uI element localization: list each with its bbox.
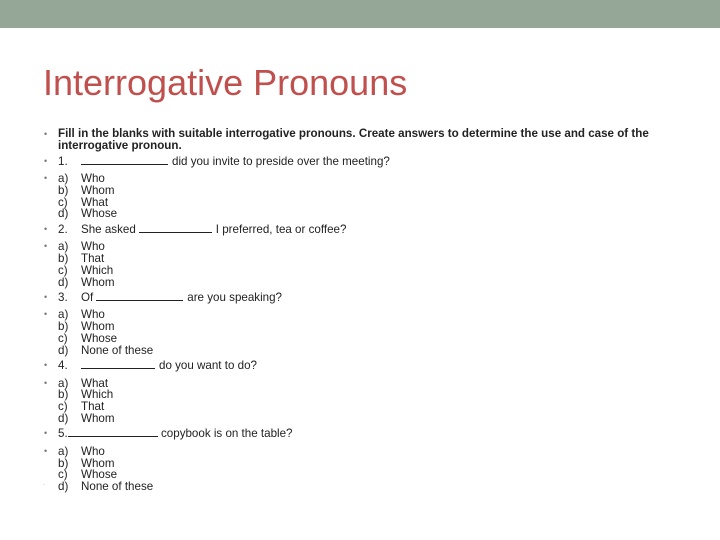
instruction-item <box>44 128 684 152</box>
question-number: 1. <box>58 154 68 168</box>
option-text: What <box>81 376 109 390</box>
question-number: 4. <box>58 359 68 373</box>
bullet-marker: • <box>44 428 48 439</box>
option-row <box>44 401 684 413</box>
option-letter: a) <box>58 308 69 322</box>
option-row <box>44 333 684 345</box>
option-text: Whose <box>81 207 118 221</box>
option-text: Whom <box>81 456 115 470</box>
option-row <box>44 389 684 401</box>
answer-blank[interactable] <box>81 157 168 165</box>
option-row <box>44 446 684 458</box>
option-letter: b) <box>58 388 69 402</box>
question-text: copybook is on the table? <box>161 427 293 441</box>
question-2 <box>44 224 684 238</box>
question-text: do you want to do? <box>159 359 257 373</box>
bullet-marker: • <box>44 155 48 166</box>
bullet-marker: • <box>44 377 48 388</box>
bullet-marker: • <box>44 173 48 183</box>
option-letter: a) <box>58 444 69 458</box>
question-4 <box>44 360 684 374</box>
option-row <box>44 277 684 289</box>
option-text: Whom <box>81 183 115 197</box>
option-text: Who <box>81 172 105 185</box>
option-row <box>44 321 684 333</box>
option-text: Whom <box>81 411 115 425</box>
bullet-marker: • <box>44 360 48 371</box>
bullet-marker: • <box>44 309 48 320</box>
option-letter: b) <box>58 320 69 334</box>
option-letter: a) <box>58 240 69 254</box>
option-row <box>44 345 684 357</box>
option-row <box>44 481 684 493</box>
option-text: That <box>81 400 105 414</box>
slide-title: Interrogative Pronouns <box>43 62 408 103</box>
option-row <box>44 208 684 220</box>
top-accent-bar <box>0 0 720 28</box>
option-row <box>44 458 684 470</box>
option-text: Whose <box>81 468 118 482</box>
option-row <box>44 173 684 185</box>
option-letter: c) <box>58 263 68 277</box>
option-text: Whom <box>81 275 115 289</box>
option-row <box>44 265 684 277</box>
bullet-marker: • <box>44 241 48 252</box>
option-text: That <box>81 251 105 265</box>
answer-blank[interactable] <box>68 429 158 437</box>
instruction-text: Fill in the blanks with suitable interrogative pronouns. Create answers to determine the use and case of the interrogative pronoun. <box>58 127 649 152</box>
option-row <box>44 253 684 265</box>
question-text: I preferred, tea or coffee? <box>215 222 347 236</box>
option-text: Whose <box>81 331 118 345</box>
question-1 <box>44 156 684 170</box>
option-letter: c) <box>58 400 68 414</box>
option-text: Which <box>81 388 114 402</box>
bullet-marker: • <box>44 223 48 234</box>
option-letter: c) <box>58 468 68 482</box>
option-row <box>44 241 684 253</box>
option-letter: a) <box>58 172 69 185</box>
question-text-before: Of <box>81 290 94 304</box>
option-row <box>44 413 684 425</box>
option-letter: d) <box>58 275 69 289</box>
answer-blank[interactable] <box>139 225 212 233</box>
question-text-before: She asked <box>81 222 136 236</box>
option-letter: a) <box>58 376 69 390</box>
question-text: are you speaking? <box>187 290 282 304</box>
option-text: Who <box>81 308 105 322</box>
option-text: Who <box>81 240 105 254</box>
question-text: did you invite to preside over the meeting? <box>172 154 390 168</box>
bullet-marker: • <box>44 445 48 456</box>
option-letter: b) <box>58 456 69 470</box>
option-row <box>44 378 684 390</box>
option-text: None of these <box>81 480 154 494</box>
option-text: Who <box>81 444 105 458</box>
option-letter: c) <box>58 331 68 345</box>
stray-dot-mark: . <box>43 481 45 487</box>
option-row <box>44 309 684 321</box>
question-5 <box>44 428 684 442</box>
option-row <box>44 197 684 209</box>
option-letter: d) <box>58 207 69 221</box>
option-text: Which <box>81 263 114 277</box>
option-letter: d) <box>58 480 69 494</box>
option-letter: b) <box>58 251 69 265</box>
question-number: 2. <box>58 222 68 236</box>
option-letter: b) <box>58 183 69 197</box>
option-letter: c) <box>58 195 68 209</box>
question-number: 3. <box>58 290 68 304</box>
answer-blank[interactable] <box>81 361 155 369</box>
option-text: What <box>81 195 109 209</box>
option-text: Whom <box>81 320 115 334</box>
answer-blank[interactable] <box>96 293 183 301</box>
bullet-marker: • <box>44 129 48 139</box>
bullet-marker: • <box>44 291 48 302</box>
option-letter: d) <box>58 343 69 357</box>
question-number: 5. <box>58 427 68 441</box>
option-letter: d) <box>58 411 69 425</box>
option-row <box>44 185 684 197</box>
slide-body <box>44 128 684 493</box>
question-3 <box>44 292 684 306</box>
option-text: None of these <box>81 343 154 357</box>
